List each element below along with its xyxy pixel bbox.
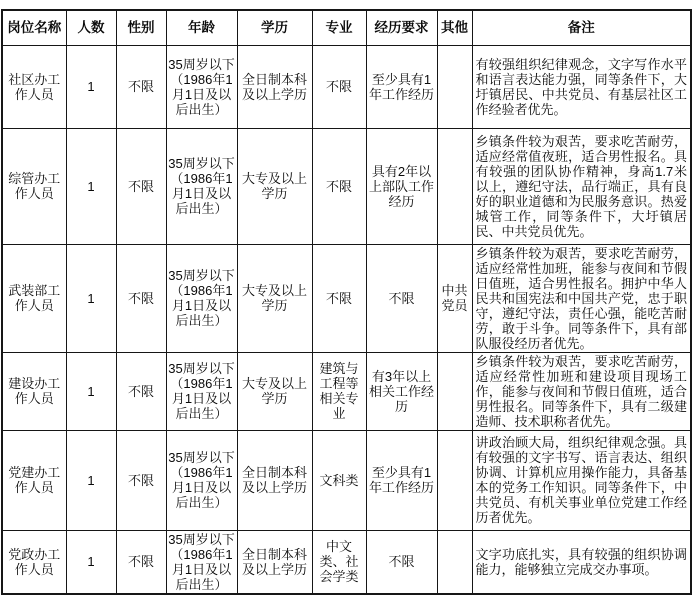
col-header-remark: 备注 xyxy=(472,10,691,45)
cell-gender: 不限 xyxy=(116,45,166,128)
col-header-gender: 性别 xyxy=(116,10,166,45)
cell-remark: 乡镇条件较为艰苦，要求吃苦耐劳，适应经常性加班和建设项目现场工作，能参与夜间和节假日值班，适合男性报名。同等条件下，具有二级建造师、技术职称者优先。 xyxy=(472,352,691,430)
cell-position: 建设办工作人员 xyxy=(2,352,66,430)
cell-count: 1 xyxy=(66,530,116,594)
table-row xyxy=(2,530,691,594)
cell-major: 不限 xyxy=(312,45,366,128)
cell-remark: 讲政治顾大局，组织纪律观念强。具有较强的文字书写、语言表达、组织协调、计算机应用操作能力，具备基本的党务工作知识。同等条件下，中共党员、有机关事业单位党建工作经历者优先。 xyxy=(472,430,691,530)
cell-count: 1 xyxy=(66,430,116,530)
cell-count: 1 xyxy=(66,244,116,352)
cell-age: 35周岁以下（1986年1月1日及以后出生） xyxy=(166,430,237,530)
recruitment-table xyxy=(1,9,692,595)
cell-gender: 不限 xyxy=(116,430,166,530)
cell-education: 大专及以上学历 xyxy=(237,244,312,352)
cell-experience: 有3年以上相关工作经历 xyxy=(366,352,437,430)
col-header-education: 学历 xyxy=(237,10,312,45)
cell-other xyxy=(437,352,472,430)
cell-experience: 至少具有1年工作经历 xyxy=(366,430,437,530)
cell-remark: 乡镇条件较为艰苦，要求吃苦耐劳，适应经常性加班，能参与夜间和节假日值班，适合男性报名。拥护中华人民共和国宪法和中国共产党，忠于职守，遵纪守法，责任心强，能吃苦耐劳，敢于斗争。同等条件下，具有部队服役经历者优先。 xyxy=(472,244,691,352)
cell-experience: 至少具有1年工作经历 xyxy=(366,45,437,128)
table-row xyxy=(2,430,691,530)
cell-other: 中共党员 xyxy=(437,244,472,352)
cell-education: 全日制本科及以上学历 xyxy=(237,45,312,128)
cell-major: 文科类 xyxy=(312,430,366,530)
col-header-other: 其他 xyxy=(437,10,472,45)
cell-position: 社区办工作人员 xyxy=(2,45,66,128)
cell-other xyxy=(437,530,472,594)
cell-position: 党建办工作人员 xyxy=(2,430,66,530)
cell-gender: 不限 xyxy=(116,244,166,352)
cell-education: 全日制本科及以上学历 xyxy=(237,530,312,594)
table-row xyxy=(2,128,691,244)
cell-position: 党政办工作人员 xyxy=(2,530,66,594)
col-header-count: 人数 xyxy=(66,10,116,45)
cell-count: 1 xyxy=(66,128,116,244)
cell-count: 1 xyxy=(66,45,116,128)
cell-other xyxy=(437,128,472,244)
cell-major: 建筑与工程等相关专业 xyxy=(312,352,366,430)
cell-age: 35周岁以下（1986年1月1日及以后出生） xyxy=(166,352,237,430)
header-row xyxy=(2,10,691,45)
col-header-major: 专业 xyxy=(312,10,366,45)
table-row xyxy=(2,244,691,352)
cell-experience: 不限 xyxy=(366,530,437,594)
cell-remark: 有较强组织纪律观念，文字写作水平和语言表达能力强，同等条件下，大圩镇居民、中共党员、有基层社区工作经验者优先。 xyxy=(472,45,691,128)
cell-other xyxy=(437,45,472,128)
cell-major: 中文类、社会学类 xyxy=(312,530,366,594)
cell-education: 大专及以上学历 xyxy=(237,352,312,430)
cell-other xyxy=(437,430,472,530)
recruitment-table-container xyxy=(1,9,692,595)
cell-major: 不限 xyxy=(312,244,366,352)
col-header-age: 年龄 xyxy=(166,10,237,45)
table-row xyxy=(2,45,691,128)
cell-age: 35周岁以下（1986年1月1日及以后出生） xyxy=(166,530,237,594)
cell-education: 全日制本科及以上学历 xyxy=(237,430,312,530)
cell-education: 大专及以上学历 xyxy=(237,128,312,244)
cell-remark: 文字功底扎实，具有较强的组织协调能力，能够独立完成交办事项。 xyxy=(472,530,691,594)
cell-gender: 不限 xyxy=(116,352,166,430)
cell-age: 35周岁以下（1986年1月1日及以后出生） xyxy=(166,244,237,352)
table-row xyxy=(2,352,691,430)
cell-count: 1 xyxy=(66,352,116,430)
cell-gender: 不限 xyxy=(116,530,166,594)
cell-remark: 乡镇条件较为艰苦，要求吃苦耐劳，适应经常值夜班，适合男性报名。具有较强的团队协作精神，身高1.7米以上，遵纪守法，品行端正，具有良好的职业道德和为民服务意识。热爱城管工作，同等条件下，大圩镇居民、中共党员优先。 xyxy=(472,128,691,244)
cell-position: 综管办工作人员 xyxy=(2,128,66,244)
cell-experience: 具有2年以上部队工作经历 xyxy=(366,128,437,244)
cell-age: 35周岁以下（1986年1月1日及以后出生） xyxy=(166,128,237,244)
col-header-experience: 经历要求 xyxy=(366,10,437,45)
col-header-position: 岗位名称 xyxy=(2,10,66,45)
cell-major: 不限 xyxy=(312,128,366,244)
cell-gender: 不限 xyxy=(116,128,166,244)
cell-position: 武装部工作人员 xyxy=(2,244,66,352)
cell-experience: 不限 xyxy=(366,244,437,352)
cell-age: 35周岁以下（1986年1月1日及以后出生） xyxy=(166,45,237,128)
